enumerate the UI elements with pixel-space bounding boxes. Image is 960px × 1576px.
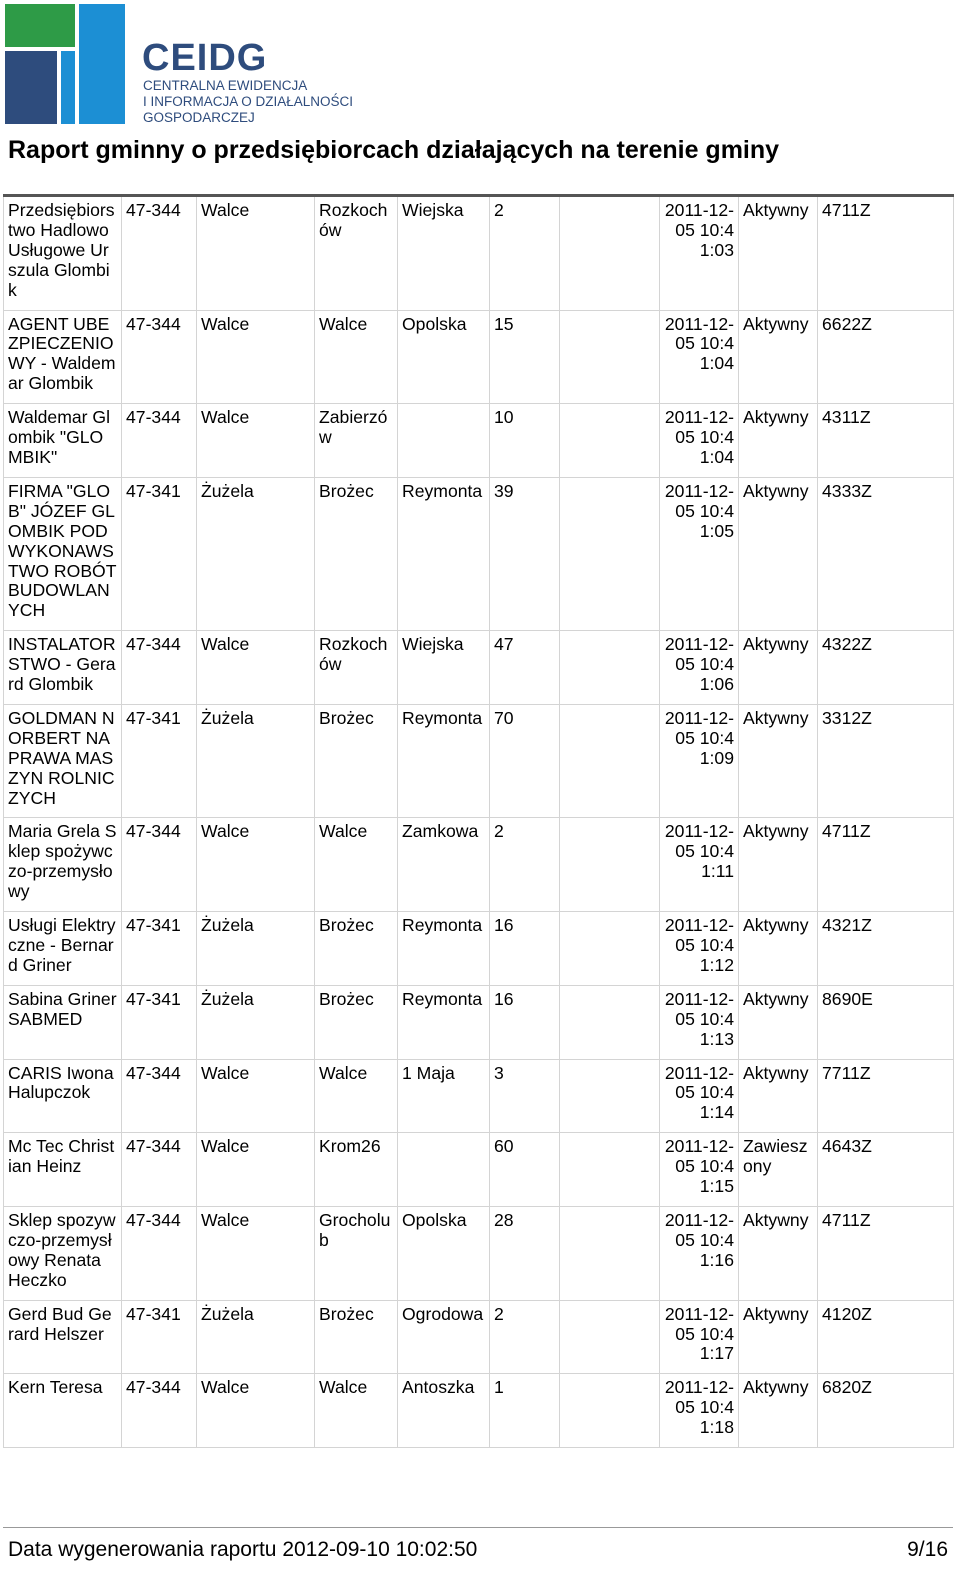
house-number-cell: 2 — [490, 818, 560, 912]
street-cell: Wiejska — [398, 631, 490, 705]
company-name-cell: Maria Grela Sklep spożywczo-przemysłowy — [4, 818, 122, 912]
date-cell: 2011-12-05 10:41:04 — [660, 404, 739, 478]
empty-cell — [560, 985, 660, 1059]
street-cell: Reymonta — [398, 477, 490, 630]
city-cell: Brożec — [315, 704, 398, 818]
house-number-cell: 16 — [490, 912, 560, 986]
empty-cell — [560, 477, 660, 630]
street-cell: Opolska — [398, 310, 490, 404]
table-row — [4, 1133, 954, 1207]
report-title: Raport gminny o przedsiębiorcach działających na terenie gminy — [8, 136, 780, 164]
postcode-cell: 47-344 — [122, 1133, 197, 1207]
pkd-code-cell: 4711Z — [818, 1206, 954, 1300]
footer-generated-date: Data wygenerowania raportu 2012-09-10 10:02:50 — [8, 1538, 478, 1561]
company-name-cell: Kern Teresa — [4, 1374, 122, 1448]
company-name-cell: GOLDMAN NORBERT NAPRAWA MASZYN ROLNICZYCH — [4, 704, 122, 818]
postcode-cell: 47-341 — [122, 985, 197, 1059]
empty-cell — [560, 631, 660, 705]
footer-divider — [3, 1527, 953, 1528]
company-name-cell: Usługi Elektryczne - Bernard Griner — [4, 912, 122, 986]
city-cell: Brożec — [315, 1300, 398, 1374]
house-number-cell: 2 — [490, 1300, 560, 1374]
postcode-cell: 47-341 — [122, 1300, 197, 1374]
company-name-cell: Przedsiębiorstwo Hadlowo Usługowe Urszula Glombik — [4, 196, 122, 311]
empty-cell — [560, 1374, 660, 1448]
house-number-cell: 70 — [490, 704, 560, 818]
postcode-cell: 47-344 — [122, 631, 197, 705]
city-cell: Grocholub — [315, 1206, 398, 1300]
footer-page-number: 9/16 — [907, 1538, 948, 1561]
pkd-code-cell: 7711Z — [818, 1059, 954, 1133]
date-cell: 2011-12-05 10:41:12 — [660, 912, 739, 986]
status-cell: Aktywny — [739, 985, 818, 1059]
empty-cell — [560, 1059, 660, 1133]
status-cell: Aktywny — [739, 1206, 818, 1300]
postcode-cell: 47-341 — [122, 704, 197, 818]
empty-cell — [560, 1300, 660, 1374]
postcode-cell: 47-344 — [122, 196, 197, 311]
street-cell: Ogrodowa — [398, 1300, 490, 1374]
street-cell: Reymonta — [398, 985, 490, 1059]
city-cell: Brożec — [315, 912, 398, 986]
company-name-cell: Gerd Bud Gerard Helszer — [4, 1300, 122, 1374]
empty-cell — [560, 404, 660, 478]
table-row — [4, 1206, 954, 1300]
empty-cell — [560, 310, 660, 404]
status-cell: Aktywny — [739, 404, 818, 478]
postcode-cell: 47-341 — [122, 912, 197, 986]
postcode-cell: 47-344 — [122, 310, 197, 404]
date-cell: 2011-12-05 10:41:14 — [660, 1059, 739, 1133]
pkd-code-cell: 4333Z — [818, 477, 954, 630]
house-number-cell: 16 — [490, 985, 560, 1059]
date-cell: 2011-12-05 10:41:16 — [660, 1206, 739, 1300]
logo-line-1: CENTRALNA EWIDENCJA — [143, 78, 308, 93]
street-cell: Opolska — [398, 1206, 490, 1300]
house-number-cell: 47 — [490, 631, 560, 705]
street-cell: 1 Maja — [398, 1059, 490, 1133]
street-cell: Reymonta — [398, 704, 490, 818]
pkd-code-cell: 4321Z — [818, 912, 954, 986]
city-cell: Walce — [315, 1059, 398, 1133]
status-cell: Aktywny — [739, 1059, 818, 1133]
table-row — [4, 985, 954, 1059]
city-cell: Rozkochów — [315, 196, 398, 311]
street-cell: Antoszka — [398, 1374, 490, 1448]
empty-cell — [560, 818, 660, 912]
ceidg-logo — [5, 4, 375, 124]
empty-cell — [560, 704, 660, 818]
logo-line-3: GOSPODARCZEJ — [143, 110, 255, 125]
company-name-cell: Sabina Griner SABMED — [4, 985, 122, 1059]
status-cell: Aktywny — [739, 310, 818, 404]
street-cell — [398, 1133, 490, 1207]
postcode-cell: 47-344 — [122, 818, 197, 912]
date-cell: 2011-12-05 10:41:17 — [660, 1300, 739, 1374]
city-cell: Krom26 — [315, 1133, 398, 1207]
table-row — [4, 404, 954, 478]
logo-line-2: I INFORMACJA O DZIAŁALNOŚCI — [143, 94, 354, 109]
city-cell: Walce — [315, 818, 398, 912]
pkd-code-cell: 4322Z — [818, 631, 954, 705]
table-row — [4, 1374, 954, 1448]
table-row — [4, 704, 954, 818]
status-cell: Aktywny — [739, 477, 818, 630]
company-name-cell: Sklep spozywczo-przemysłowy Renata Heczko — [4, 1206, 122, 1300]
city-cell: Brożec — [315, 477, 398, 630]
city-cell: Walce — [315, 310, 398, 404]
entrepreneurs-table — [3, 194, 954, 1448]
house-number-cell: 28 — [490, 1206, 560, 1300]
company-name-cell: FIRMA "GLOB" JÓZEF GLOMBIK PODWYKONAWSTWO ROBÓT BUDOWLANYCH — [4, 477, 122, 630]
house-number-cell: 2 — [490, 196, 560, 311]
commune-cell: Żużela — [197, 704, 315, 818]
table-row — [4, 1059, 954, 1133]
commune-cell: Walce — [197, 310, 315, 404]
date-cell: 2011-12-05 10:41:03 — [660, 196, 739, 311]
commune-cell: Walce — [197, 1374, 315, 1448]
house-number-cell: 15 — [490, 310, 560, 404]
pkd-code-cell: 4711Z — [818, 818, 954, 912]
city-cell: Rozkochów — [315, 631, 398, 705]
house-number-cell: 1 — [490, 1374, 560, 1448]
date-cell: 2011-12-05 10:41:05 — [660, 477, 739, 630]
table-row — [4, 1300, 954, 1374]
pkd-code-cell: 4643Z — [818, 1133, 954, 1207]
commune-cell: Walce — [197, 404, 315, 478]
house-number-cell: 3 — [490, 1059, 560, 1133]
date-cell: 2011-12-05 10:41:18 — [660, 1374, 739, 1448]
company-name-cell: CARIS Iwona Halupczok — [4, 1059, 122, 1133]
table-row — [4, 310, 954, 404]
empty-cell — [560, 912, 660, 986]
pkd-code-cell: 6820Z — [818, 1374, 954, 1448]
street-cell: Reymonta — [398, 912, 490, 986]
house-number-cell: 39 — [490, 477, 560, 630]
house-number-cell: 10 — [490, 404, 560, 478]
date-cell: 2011-12-05 10:41:09 — [660, 704, 739, 818]
status-cell: Aktywny — [739, 912, 818, 986]
city-cell: Walce — [315, 1374, 398, 1448]
table-row — [4, 818, 954, 912]
house-number-cell: 60 — [490, 1133, 560, 1207]
commune-cell: Walce — [197, 1059, 315, 1133]
city-cell: Brożec — [315, 985, 398, 1059]
status-cell: Aktywny — [739, 1300, 818, 1374]
postcode-cell: 47-344 — [122, 404, 197, 478]
date-cell: 2011-12-05 10:41:13 — [660, 985, 739, 1059]
table-row — [4, 912, 954, 986]
logo-name: CEIDG — [142, 37, 268, 79]
company-name-cell: INSTALATORSTWO - Gerard Glombik — [4, 631, 122, 705]
pkd-code-cell: 4311Z — [818, 404, 954, 478]
commune-cell: Żużela — [197, 477, 315, 630]
pkd-code-cell: 3312Z — [818, 704, 954, 818]
table-row — [4, 196, 954, 311]
commune-cell: Żużela — [197, 912, 315, 986]
postcode-cell: 47-341 — [122, 477, 197, 630]
table-row — [4, 477, 954, 630]
commune-cell: Żużela — [197, 1300, 315, 1374]
empty-cell — [560, 196, 660, 311]
postcode-cell: 47-344 — [122, 1059, 197, 1133]
commune-cell: Walce — [197, 1206, 315, 1300]
street-cell — [398, 404, 490, 478]
pkd-code-cell: 8690E — [818, 985, 954, 1059]
status-cell: Aktywny — [739, 1374, 818, 1448]
company-name-cell: Waldemar Glombik "GLOMBIK" — [4, 404, 122, 478]
status-cell: Aktywny — [739, 631, 818, 705]
commune-cell: Walce — [197, 631, 315, 705]
postcode-cell: 47-344 — [122, 1374, 197, 1448]
table-row — [4, 631, 954, 705]
pkd-code-cell: 4120Z — [818, 1300, 954, 1374]
company-name-cell: Mc Tec Christian Heinz — [4, 1133, 122, 1207]
date-cell: 2011-12-05 10:41:06 — [660, 631, 739, 705]
street-cell: Zamkowa — [398, 818, 490, 912]
empty-cell — [560, 1206, 660, 1300]
ceidg-logo-mark-icon — [5, 4, 125, 124]
empty-cell — [560, 1133, 660, 1207]
status-cell: Aktywny — [739, 704, 818, 818]
status-cell: Zawieszony — [739, 1133, 818, 1207]
status-cell: Aktywny — [739, 196, 818, 311]
commune-cell: Walce — [197, 196, 315, 311]
pkd-code-cell: 4711Z — [818, 196, 954, 311]
street-cell: Wiejska — [398, 196, 490, 311]
postcode-cell: 47-344 — [122, 1206, 197, 1300]
city-cell: Zabierzów — [315, 404, 398, 478]
pkd-code-cell: 6622Z — [818, 310, 954, 404]
commune-cell: Żużela — [197, 985, 315, 1059]
date-cell: 2011-12-05 10:41:15 — [660, 1133, 739, 1207]
company-name-cell: AGENT UBEZPIECZENIOWY - Waldemar Glombik — [4, 310, 122, 404]
commune-cell: Walce — [197, 1133, 315, 1207]
status-cell: Aktywny — [739, 818, 818, 912]
commune-cell: Walce — [197, 818, 315, 912]
date-cell: 2011-12-05 10:41:11 — [660, 818, 739, 912]
date-cell: 2011-12-05 10:41:04 — [660, 310, 739, 404]
